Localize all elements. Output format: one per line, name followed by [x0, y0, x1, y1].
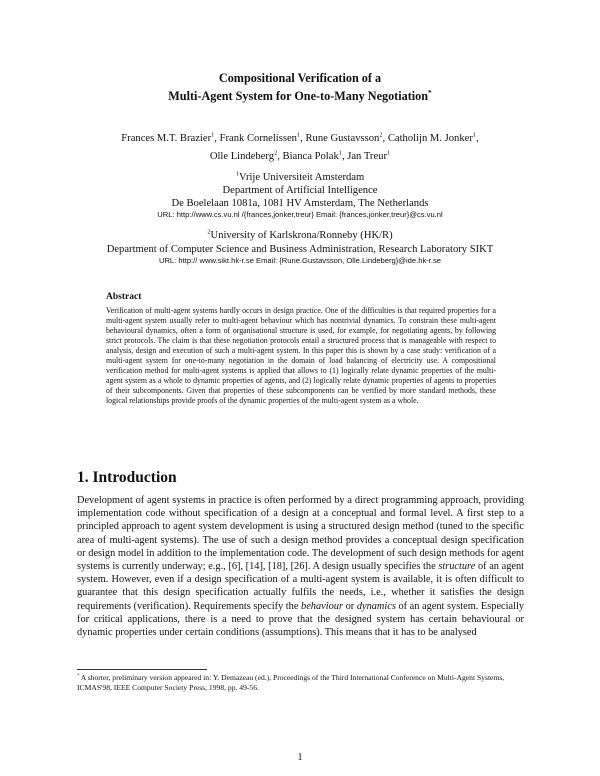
author-list-line-2: Olle Lindeberg$^2$, Bianca Polak$^1$, Jan Treur$^1$: [209, 149, 391, 162]
abstract-text: Verification of multi-agent systems hardly occurs in design practice. One of the difficulties is that required properties for a multi-agent system usually refer to multi-agent behaviour which has nontrivial dynamics. To constrain these multi-agent behavioural dynamics, often a form of organisational structure is used, for example, for negotiating agents, by following strict protocols. The claim is that these negotiation protocols entail a structured process that is manageable with respect to analysis, design and execution of such a multi-agent system. In this paper this is shown by a case study: verification of a multi-agent system for one-to-many negotiation in the domain of load balancing of electricity use. A compositional verification method for multi-agent systems is applied that allows to (1) logically relate dynamic properties of the multi-agent system as a whole to dynamic properties of agents, and (2) logically relate dynamic properties of agents to properties of their subcomponents. Given that properties of these subcomponents can be verified by more standard methods, these logical relationships provide proofs of the dynamic properties of the multi-agent system as a whole.: [106, 306, 496, 406]
introduction-paragraph: Development of agent systems in practice is often performed by a direct programming approach, providing implementation code without specification of a design at a conceptual and formal level. A first step to a principled approach to agent system development is using a structured design method (tuned to the specific area of multi-agent systems). The use of such a design method provides a conceptual design specification or design model in addition to the implementation code. The development of such design methods for agent systems is currently underway; e.g., [6], [14], [18], [26]. A design usually specifies the structure of an agent system. However, even if a design specification of a multi-agent system is available, it is often difficult to guarantee that this design specification actually fulfils the needs, i.e., whether it satisfies the design requirements (verification). Requirements specify the behaviour or dynamics of an agent system. Especially for critical applications, there is a need to prove that the designed system has certain behavioural or dynamic properties under certain conditions (assumptions). This means that it has to be analysed: [77, 495, 525, 639]
affiliation-2-dept: Department of Computer Science and Business Administration, Research Laboratory SIKT: [106, 244, 494, 255]
footnote: * A shorter, preliminary version appeared in: Y. Demazeau (ed.), Proceedings of the Third International Conference on Multi-Agent Systems, ICMAS'98, IEEE Computer Society Press, 1998, pp. 49-56.: [77, 672, 505, 693]
author-name: Jan Treur: [347, 151, 387, 162]
paper-title-line-2: Multi-Agent System for One-to-Many Negotiation*: [168, 87, 432, 103]
affiliation-2-name: $^2$University of Karlskrona/Ronneby (HK/R): [207, 228, 393, 241]
section-heading-introduction: 1. Introduction: [77, 469, 177, 486]
author-name: Frank Cornelissen: [219, 133, 297, 144]
author-name: Bianca Polak: [282, 151, 339, 162]
page-number: 1: [297, 752, 303, 763]
footnote-divider: [77, 669, 207, 670]
affiliation-1-url: URL: http://www.cs.vu.nl /{frances,jonker,treur} Email: {frances,jonker,treur}@cs.vu.nl: [157, 210, 443, 219]
author-list-line-1: Frances M.T. Brazier$^1$, Frank Cornelissen$^1$, Rune Gustavsson$^2$, Catholijn M. Jonker$^1$,: [121, 131, 479, 144]
author-name: Rune Gustavsson: [305, 133, 380, 144]
affiliation-1-dept: Department of Artificial Intelligence: [222, 185, 378, 196]
author-name: Frances M.T. Brazier: [121, 133, 212, 144]
title-footnote-mark: *: [428, 87, 432, 97]
affiliation-1-address: De Boelelaan 1081a, 1081 HV Amsterdam, The Netherlands: [171, 198, 429, 209]
author-name: Olle Lindeberg: [209, 151, 275, 162]
author-name: Catholijn M. Jonker: [387, 133, 473, 144]
affiliation-2-url: URL: http:// www.sikt.hk-r.se Email: {Rune.Gustavsson, Olle.Lindeberg}@ide.hk-r.se: [158, 256, 442, 265]
affiliation-1-name: $^1$Vrije Universiteit Amsterdam: [235, 170, 365, 183]
paper-title-line-1: Compositional Verification of a: [218, 71, 382, 85]
abstract-heading: Abstract: [106, 292, 142, 302]
